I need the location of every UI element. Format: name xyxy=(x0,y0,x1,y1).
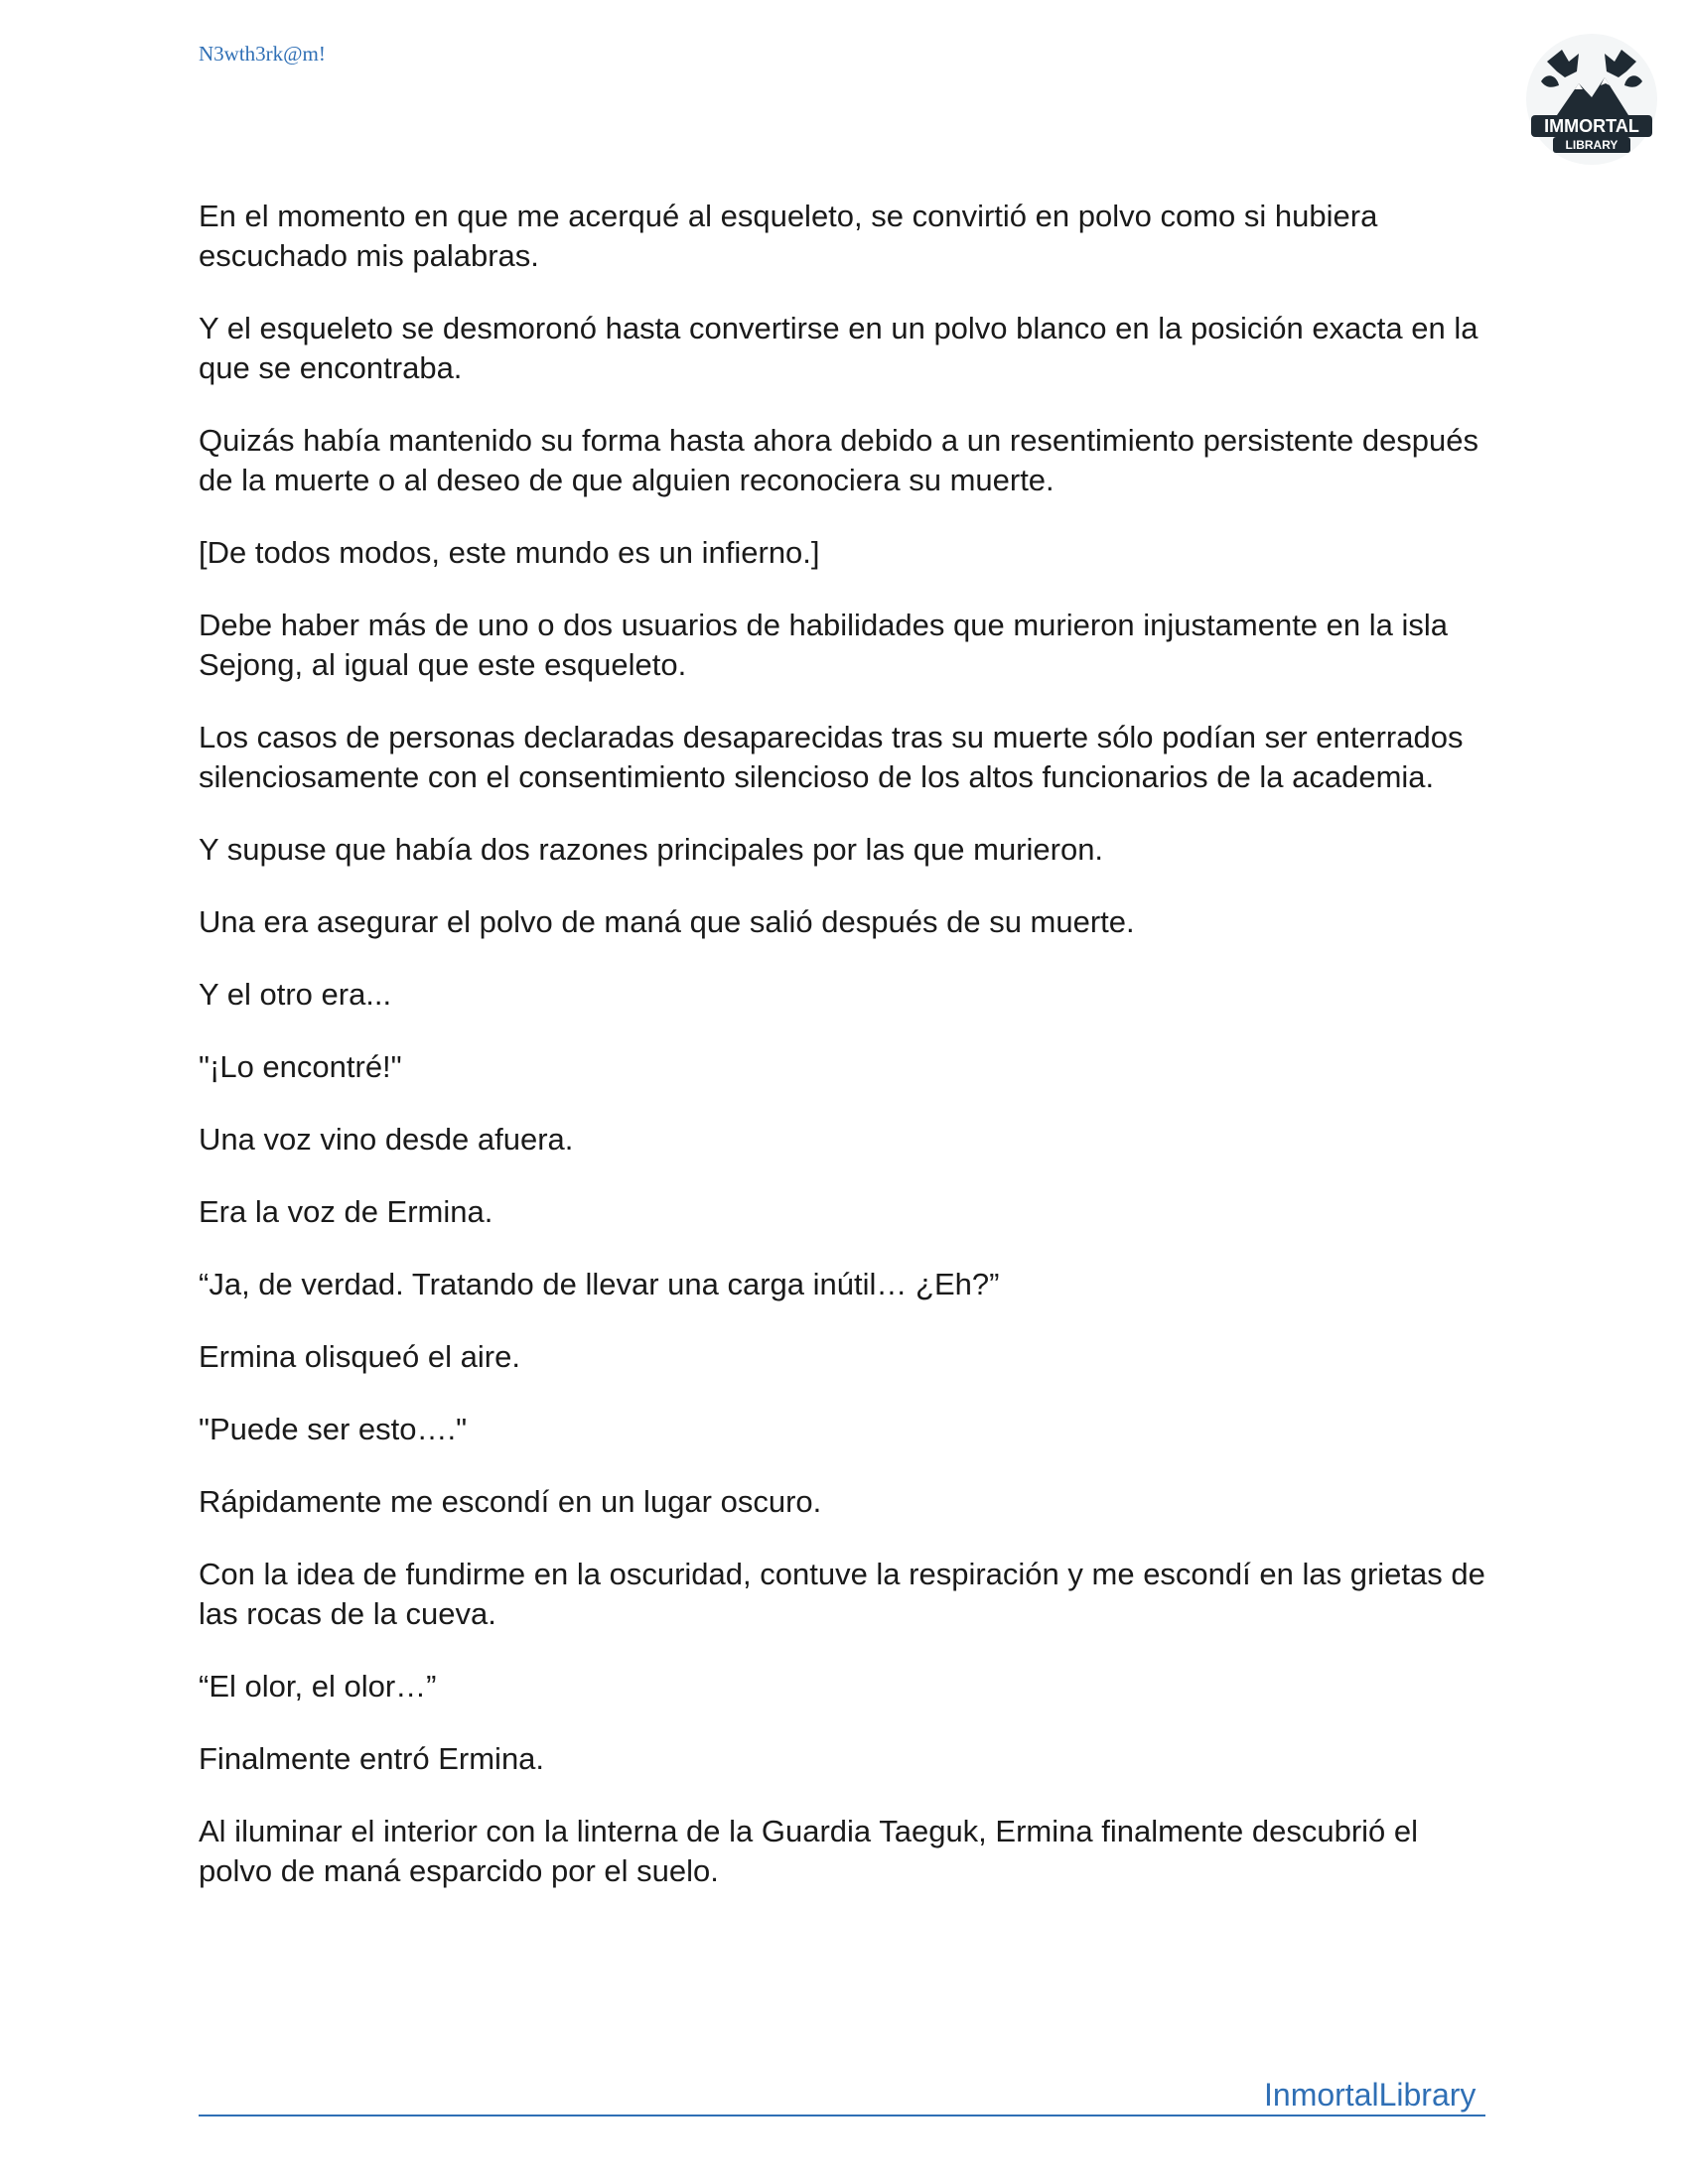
paragraph: "¡Lo encontré!" xyxy=(199,1049,402,1084)
header-watermark: N3wth3rk@m! xyxy=(199,42,326,66)
footer-link-inmortallibrary[interactable]: InmortalLibrary xyxy=(1264,2077,1477,2113)
paragraph: Rápidamente me escondí en un lugar oscuro. xyxy=(199,1484,822,1519)
paragraph: Y supuse que había dos razones principales por las que murieron. xyxy=(199,832,1104,867)
logo-title: IMMORTAL xyxy=(1544,116,1639,136)
paragraph: Debe haber más de uno o dos usuarios de habilidades que murieron injustamente en la isla Sejong, al igual que este esqueleto. xyxy=(199,608,1449,682)
paragraph: Finalmente entró Ermina. xyxy=(199,1741,545,1776)
immortal-library-logo xyxy=(1517,32,1666,171)
paragraph: Quizás había mantenido su forma hasta ahora debido a un resentimiento persistente después de la muerte o al deseo de que alguien reconociera su muerte. xyxy=(199,423,1479,497)
paragraph: En el momento en que me acerqué al esqueleto, se convirtió en polvo como si hubiera escuchado mis palabras. xyxy=(199,199,1378,273)
footer-divider xyxy=(199,2115,1485,2116)
paragraph: Y el otro era... xyxy=(199,977,392,1012)
paragraph: [De todos modos, este mundo es un infierno.] xyxy=(199,535,820,570)
paragraph: Una era asegurar el polvo de maná que salió después de su muerte. xyxy=(199,904,1135,939)
paragraph: “El olor, el olor…” xyxy=(199,1669,437,1704)
page-body xyxy=(199,197,1489,1924)
paragraph: Y el esqueleto se desmoronó hasta convertirse en un polvo blanco en la posición exacta en la que se encontraba. xyxy=(199,311,1478,385)
paragraph: Era la voz de Ermina. xyxy=(199,1194,493,1229)
paragraph: Con la idea de fundirme en la oscuridad, contuve la respiración y me escondí en las grietas de las rocas de la cueva. xyxy=(199,1557,1485,1631)
paragraph: Al iluminar el interior con la linterna de la Guardia Taeguk, Ermina finalmente descubrió el polvo de maná esparcido por el suelo. xyxy=(199,1814,1419,1888)
logo-subtitle: LIBRARY xyxy=(1565,138,1618,152)
dragon-mountain-logo-icon xyxy=(1517,32,1666,171)
paragraph: Los casos de personas declaradas desaparecidas tras su muerte sólo podían ser enterrados silenciosamente con el consentimiento silencioso de los altos funcionarios de la academia. xyxy=(199,720,1464,794)
paragraph: “Ja, de verdad. Tratando de llevar una carga inútil… ¿Eh?” xyxy=(199,1267,1000,1301)
paragraph: Una voz vino desde afuera. xyxy=(199,1122,574,1157)
paragraph: Ermina olisqueó el aire. xyxy=(199,1339,520,1374)
paragraph: "Puede ser esto…." xyxy=(199,1412,468,1446)
